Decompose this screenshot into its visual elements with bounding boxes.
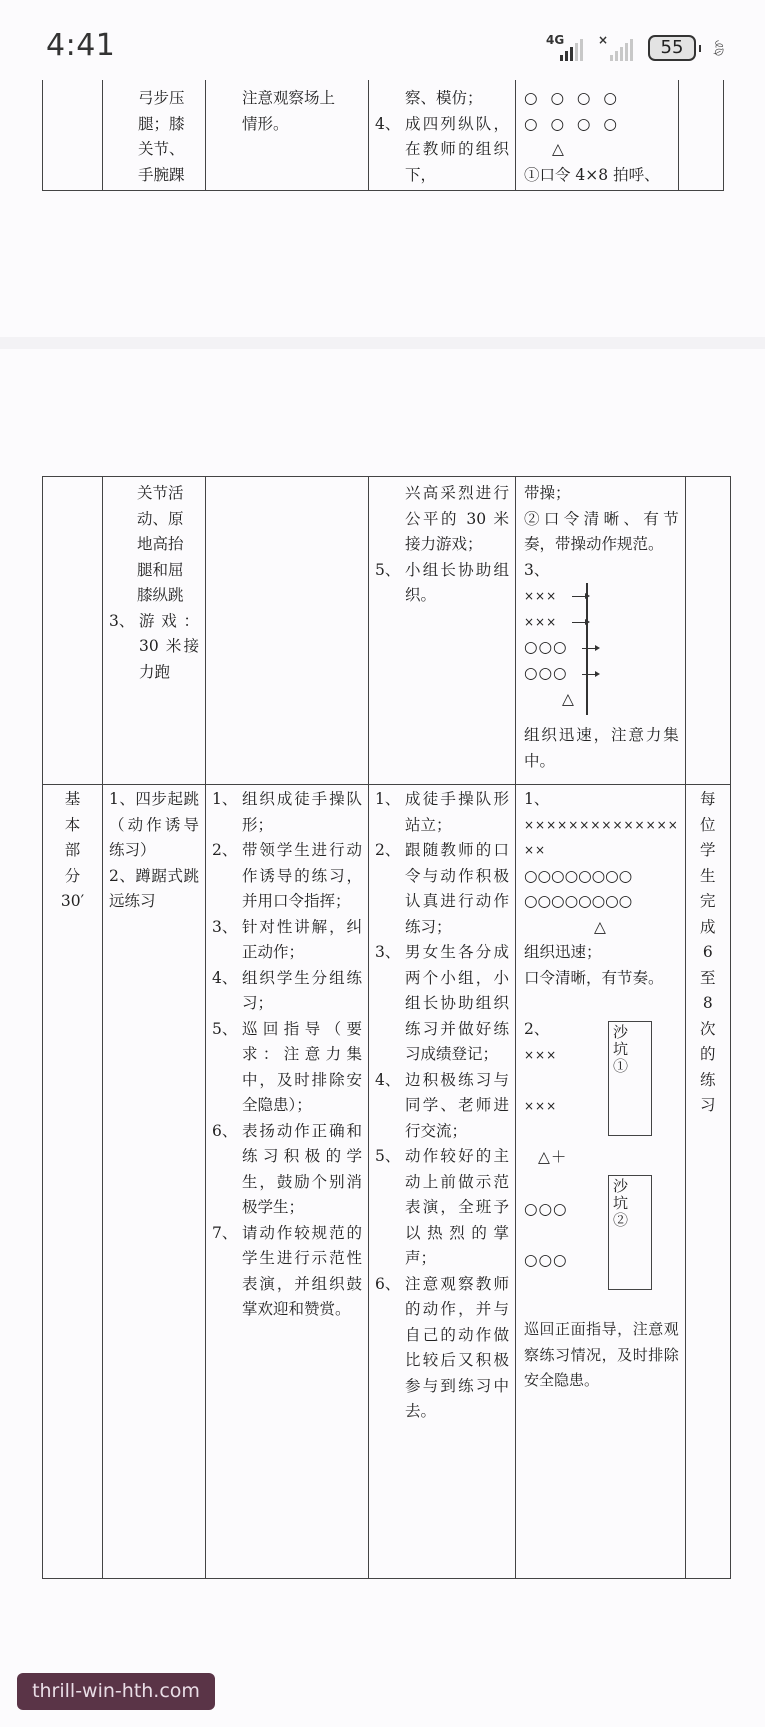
section-duration: 30′ (60, 892, 85, 910)
org-number: 3、 (524, 560, 550, 579)
student-item: 4、 边积极练习与同学、老师进行交流； (375, 1070, 509, 1140)
arrow-right-icon (582, 648, 598, 649)
teacher-position: △＋ (538, 1148, 568, 1166)
student-line: 兴高采烈进行公平的 30 米接力游戏； (405, 484, 509, 553)
formation-row: ×××××××××××××× (524, 817, 679, 832)
formation-row: ○○○○○○○○ (524, 892, 633, 910)
teacher-line: 情形。 (242, 114, 289, 133)
formation-row: ×× (524, 843, 547, 857)
arrow-right-icon (572, 596, 588, 597)
content-line: 关节、 (138, 140, 185, 158)
team-row: ××× (524, 1048, 558, 1062)
sand-pit-1 (608, 1021, 652, 1136)
leaf-eco-icon: 🍃︎ (709, 39, 729, 57)
section-char: 部 (64, 841, 81, 859)
notes-char: 成 (700, 917, 716, 936)
teacher-item: 1、 组织成徒手操队形； (212, 790, 362, 834)
notes-char: 位 (700, 815, 716, 834)
content-line: 腿；膝 (138, 114, 185, 133)
relay-diagram (524, 583, 679, 723)
status-icons (546, 33, 728, 63)
org-note: 口令清晰，有节奏。 (524, 968, 664, 987)
team-row: ○○○ (524, 664, 568, 682)
section-cell (43, 785, 103, 1579)
team-row: ××× (524, 1099, 558, 1113)
team-row: ○○○ (524, 638, 568, 656)
organization-cell (516, 80, 679, 190)
signal-no-sim-icon: × (598, 35, 640, 61)
content-line: 关节活 (137, 484, 184, 502)
formation-row: ○ ○ ○ ○ (524, 89, 621, 107)
table-row (43, 477, 731, 785)
team-row: ○○○ (524, 1200, 568, 1218)
notes-cell (679, 80, 724, 190)
teacher-item: 7、 请动作较规范的学生进行示范性表演，并组织鼓掌欢迎和赞赏。 (212, 1223, 362, 1318)
org-number: 2、 (524, 1020, 550, 1038)
battery-icon: 55 (648, 35, 696, 61)
content-item: 2、蹲踞式跳远练习 (109, 866, 199, 910)
notes-char: 完 (700, 892, 716, 910)
clock: 4:41 (46, 28, 116, 63)
battery-tip (699, 45, 701, 52)
formation-row: ○○○○○○○○ (524, 866, 633, 885)
notes-char: 练 (700, 1070, 716, 1089)
notes-char: 学 (700, 841, 716, 859)
signal-4g-icon: 4G (546, 35, 590, 61)
content-line: 手腕踝 (138, 165, 185, 184)
formation-row: ○ ○ ○ ○ (524, 114, 621, 133)
section-cell (43, 80, 103, 190)
student-item: 3、 男女生各分成两个小组，小组长协助组织练习并做好练习成绩登记； (375, 943, 509, 1063)
notes-cell (685, 477, 730, 785)
org-note: 组织迅速； (524, 943, 602, 961)
notes-char: 习 (700, 1096, 716, 1114)
teacher-position: △ (562, 690, 575, 708)
content-item: 3、 游戏：30 米接力跑 (109, 611, 199, 681)
watermark-badge: thrill-win-hth.com (17, 1673, 215, 1710)
student-item: 6、 注意观察教师的动作，并与自己的动作做比较后又积极参与到练习中去。 (375, 1274, 509, 1420)
pit-label: 沙坑① (613, 1023, 629, 1075)
team-row: ○○○ (524, 1251, 568, 1269)
student-item: 4、 成四列纵队，在教师的组织下， (375, 114, 509, 184)
lesson-table-bottom (42, 476, 731, 1579)
content-line: 弓步压 (138, 89, 185, 107)
long-jump-pit-diagram (524, 1017, 679, 1307)
student-line: 察、模仿； (405, 89, 483, 107)
org-number: 1、 (524, 790, 550, 808)
content-line: 膝纵跳 (137, 586, 184, 604)
student-cell (369, 785, 516, 1579)
student-item: 5、 动作较好的主动上前做示范表演，全班予以热烈的掌声； (375, 1147, 509, 1267)
organization-cell (516, 785, 686, 1579)
org-note: ②口令清晰、有节奏，带操动作规范。 (524, 509, 679, 553)
content-cell (103, 477, 206, 785)
notes-char: 至 (700, 968, 716, 987)
notes-char: 8 (702, 994, 713, 1012)
content-line: 动、原 (137, 509, 184, 528)
teacher-position: △ (594, 917, 607, 936)
teacher-cell (206, 785, 369, 1579)
notes-cell (685, 785, 730, 1579)
org-note: 组织迅速，注意力集中。 (524, 726, 679, 770)
section-char: 基 (64, 790, 81, 808)
teacher-item: 4、 组织学生分组练习； (212, 968, 362, 1012)
pit-label: 沙坑② (613, 1177, 629, 1229)
arrow-right-icon (572, 622, 588, 623)
notes-char: 6 (702, 943, 713, 961)
page-break (0, 337, 765, 349)
organization-cell (516, 477, 686, 785)
team-row: ××× (524, 615, 558, 629)
teacher-item: 5、 巡回指导（要求：注意力集中，及时排除安全隐患）； (212, 1019, 362, 1114)
content-cell (103, 80, 206, 190)
student-cell (369, 477, 516, 785)
teacher-cell (206, 80, 369, 190)
org-note: ①口令 4×8 拍呼、 (524, 165, 660, 184)
teacher-position: △ (552, 140, 565, 158)
lesson-table-top (42, 80, 724, 191)
teacher-item: 3、 针对性讲解，纠正动作； (212, 917, 362, 961)
content-line: 腿和屈 (137, 560, 184, 579)
arrow-right-icon (582, 674, 598, 675)
content-line: 地高抬 (137, 535, 184, 553)
org-note: 带操； (524, 484, 571, 502)
content-item: 1、四步起跳（动作诱导练习） (109, 790, 199, 859)
table-row (43, 80, 724, 190)
teacher-cell (206, 477, 369, 785)
section-cell (43, 477, 103, 785)
team-row: ××× (524, 589, 558, 603)
notes-char: 生 (700, 866, 716, 885)
status-bar (0, 0, 765, 80)
student-item: 2、 跟随教师的口令与动作积极认真进行动作练习； (375, 841, 509, 936)
student-cell (369, 80, 516, 190)
student-item: 5、 小组长协助组织。 (375, 560, 509, 604)
teacher-item: 6、 表扬动作正确和练习积极的学生，鼓励个别消极学生； (212, 1121, 362, 1216)
notes-char: 每 (700, 790, 716, 808)
org-note: 巡回正面指导，注意观察练习情况，及时排除安全隐患。 (524, 1320, 679, 1389)
table-row (43, 785, 731, 1579)
student-item: 1、 成徒手操队形站立； (375, 790, 509, 834)
notes-char: 的 (700, 1045, 716, 1063)
content-cell (103, 785, 206, 1579)
teacher-item: 2、 带领学生进行动作诱导的练习，并用口令指挥； (212, 841, 362, 910)
sand-pit-2 (608, 1175, 652, 1290)
notes-char: 次 (700, 1019, 716, 1038)
section-char: 本 (64, 815, 81, 834)
section-char: 分 (64, 866, 81, 885)
teacher-line: 注意观察场上 (242, 89, 336, 107)
